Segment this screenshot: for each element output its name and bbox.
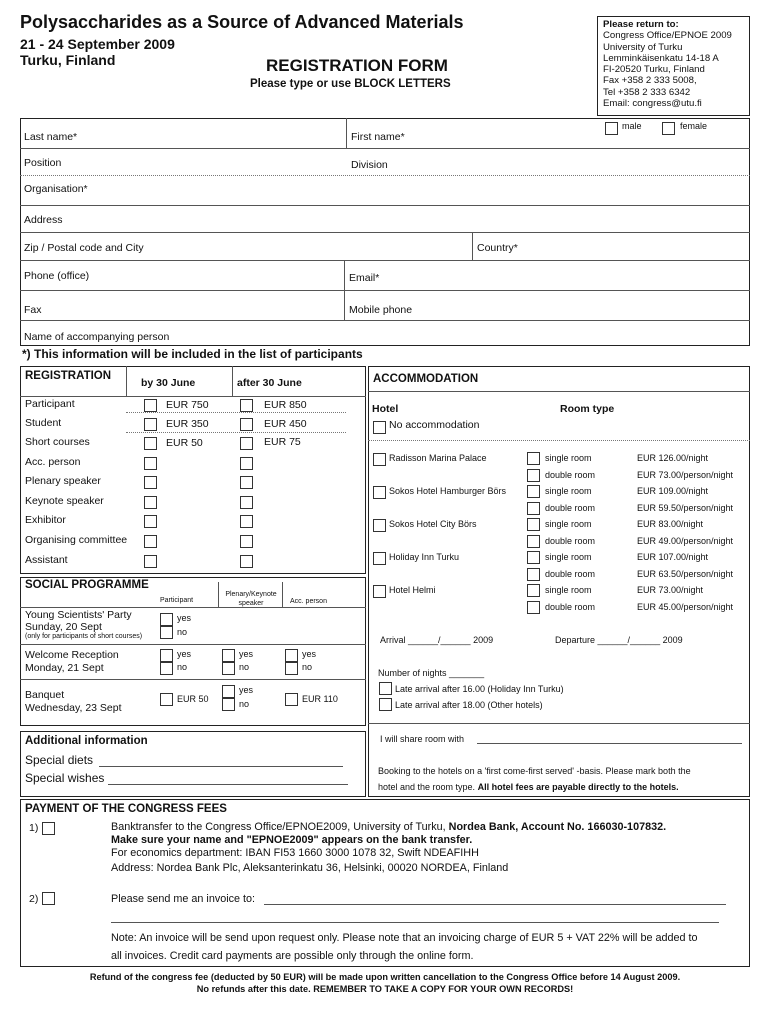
- reg-row-label: Organising committee: [25, 534, 128, 546]
- ysp-no-checkbox[interactable]: [160, 626, 173, 639]
- reg-checkbox-early[interactable]: [144, 555, 157, 568]
- room-type-label: double room: [545, 502, 596, 513]
- female-checkbox[interactable]: [662, 122, 675, 135]
- booking-note-2b: All hotel fees are payable directly to the hotels.: [477, 782, 679, 792]
- divider: [20, 607, 366, 608]
- banquet-acc-checkbox[interactable]: [285, 693, 298, 706]
- reg-price-early: EUR 750: [166, 399, 209, 411]
- no-accommodation-label: No accommodation: [389, 419, 480, 431]
- yes-label: yes: [177, 649, 192, 659]
- divider: [20, 679, 366, 680]
- special-diets-input[interactable]: [99, 766, 343, 767]
- col-acc-person: Acc. person: [290, 598, 327, 605]
- no-label: no: [239, 699, 250, 709]
- welcome-title: Welcome Reception: [25, 649, 119, 661]
- yes-label: yes: [302, 649, 317, 659]
- room-type-label: double room: [545, 535, 596, 546]
- reg-checkbox-late[interactable]: [240, 555, 253, 568]
- room-price: EUR 107.00/night: [637, 552, 709, 562]
- reg-checkbox-late[interactable]: [240, 399, 253, 412]
- booking-note-1: Booking to the hotels on a 'first come-first served' -basis. Please mark both the: [378, 766, 691, 776]
- room-type-checkbox[interactable]: [527, 469, 540, 482]
- divider: [20, 396, 366, 397]
- organisation-field[interactable]: Organisation*: [24, 183, 88, 195]
- booking-note-2: [378, 782, 679, 792]
- room-type-checkbox[interactable]: [527, 452, 540, 465]
- special-wishes-label: Special wishes: [25, 771, 105, 785]
- divider: [126, 432, 346, 433]
- invoice-checkbox[interactable]: [42, 892, 55, 905]
- reg-checkbox-early[interactable]: [144, 457, 157, 470]
- late-arrival-2-checkbox[interactable]: [379, 698, 392, 711]
- fax-field[interactable]: Fax: [24, 304, 42, 316]
- divider: [218, 582, 219, 608]
- divider: [20, 320, 750, 321]
- welcome-speaker-no[interactable]: [222, 662, 235, 675]
- col-by-30-june: by 30 June: [141, 377, 196, 389]
- reg-row-label: Student: [25, 417, 62, 429]
- banquet-acc-price: EUR 110: [302, 694, 338, 704]
- room-type-checkbox[interactable]: [527, 518, 540, 531]
- last-name-field[interactable]: Last name*: [24, 131, 78, 143]
- divider: [282, 582, 283, 608]
- ysp-title: Young Scientists' Party: [25, 609, 132, 621]
- divider: [472, 232, 473, 260]
- hotel-checkbox[interactable]: [373, 552, 386, 565]
- reg-checkbox-late[interactable]: [240, 515, 253, 528]
- hotel-checkbox[interactable]: [373, 486, 386, 499]
- conference-title: Polysaccharides as a Source of Advanced Materials: [20, 12, 464, 32]
- welcome-date: Monday, 21 Sept: [25, 662, 104, 674]
- room-type-label: double room: [545, 469, 596, 480]
- reg-row-label: Assistant: [25, 554, 68, 566]
- welcome-speaker-yes[interactable]: [222, 649, 235, 662]
- conference-place: Turku, Finland: [20, 52, 116, 68]
- bank-transfer-account: Nordea Bank, Account No. 166030-107832.: [448, 821, 667, 833]
- divider: [20, 290, 750, 291]
- room-type-label: double room: [545, 568, 596, 579]
- room-price: EUR 49.00/person/night: [637, 535, 734, 546]
- bank-transfer-line-2: Make sure your name and "EPNOE2009" appears on the bank transfer.: [111, 834, 473, 846]
- hotel-name: Radisson Marina Palace: [389, 453, 487, 463]
- divider: [20, 175, 750, 176]
- address-field[interactable]: Address: [24, 214, 63, 226]
- no-accommodation-checkbox[interactable]: [373, 421, 386, 434]
- departure-field[interactable]: Departure ______/______ 2009: [555, 635, 683, 645]
- accompanying-person-field[interactable]: Name of accompanying person: [24, 331, 170, 343]
- room-price: EUR 109.00/night: [637, 486, 709, 496]
- hotel-name: Sokos Hotel City Börs: [389, 519, 477, 529]
- reg-checkbox-early[interactable]: [144, 515, 157, 528]
- invoice-address-input[interactable]: [264, 904, 726, 905]
- welcome-participant-yes[interactable]: [160, 649, 173, 662]
- divider: [368, 723, 750, 724]
- yes-label: yes: [239, 685, 254, 695]
- invoice-note-1: Note: An invoice will be send upon request only. Please note that an invoicing charge of EUR 5 + VAT 22% will be added to: [111, 932, 698, 944]
- records-note: No refunds after this date. REMEMBER TO TAKE A COPY FOR YOUR OWN RECORDS!: [196, 984, 574, 994]
- ysp-yes-checkbox[interactable]: [160, 613, 173, 626]
- reg-checkbox-late[interactable]: [240, 496, 253, 509]
- divider: [368, 391, 750, 392]
- invoice-label: Please send me an invoice to:: [111, 893, 256, 905]
- return-line: Email: congress@utu.fi: [603, 98, 702, 110]
- hotel-name: Sokos Hotel Hamburger Börs: [389, 486, 507, 496]
- room-price: EUR 73.00/night: [637, 585, 704, 595]
- welcome-acc-yes[interactable]: [285, 649, 298, 662]
- first-name-field[interactable]: First name*: [351, 131, 405, 143]
- phone-field[interactable]: Phone (office): [24, 270, 90, 282]
- option-1-number: 1): [29, 822, 39, 834]
- reg-checkbox-late[interactable]: [240, 476, 253, 489]
- reg-row-label: Acc. person: [25, 456, 81, 468]
- bank-transfer-checkbox[interactable]: [42, 822, 55, 835]
- form-title: REGISTRATION FORM: [266, 56, 448, 75]
- late-arrival-2-label: Late arrival after 18.00 (Other hotels): [395, 700, 543, 710]
- room-type-checkbox[interactable]: [527, 551, 540, 564]
- booking-note-2a: hotel and the room type.: [378, 782, 476, 792]
- room-type-column-header: Room type: [560, 403, 615, 415]
- reg-row-label: Participant: [25, 398, 75, 410]
- hotel-checkbox[interactable]: [373, 453, 386, 466]
- room-type-checkbox[interactable]: [527, 601, 540, 614]
- no-label: no: [177, 662, 188, 672]
- no-label: no: [302, 662, 313, 672]
- reg-checkbox-early[interactable]: [144, 437, 157, 450]
- reg-price-late: EUR 75: [264, 436, 301, 448]
- room-price: EUR 83.00/night: [637, 519, 704, 529]
- col-after-30-june: after 30 June: [237, 377, 302, 389]
- late-arrival-1-checkbox[interactable]: [379, 682, 392, 695]
- room-price: EUR 59.50/person/night: [637, 502, 734, 513]
- welcome-participant-no[interactable]: [160, 662, 173, 675]
- option-2-number: 2): [29, 893, 39, 905]
- room-type-label: single room: [545, 453, 592, 463]
- room-type-checkbox[interactable]: [527, 568, 540, 581]
- conference-dates: 21 - 24 September 2009: [20, 36, 175, 52]
- participants-list-note: *) This information will be included in the list of participants: [22, 347, 363, 361]
- position-field[interactable]: Position: [24, 157, 62, 169]
- form-instruction: Please type or use BLOCK LETTERS: [250, 78, 451, 90]
- divider: [126, 412, 346, 413]
- room-price: EUR 63.50/person/night: [637, 568, 734, 579]
- room-type-checkbox[interactable]: [527, 502, 540, 515]
- country-field[interactable]: Country*: [477, 242, 518, 254]
- bank-transfer-line-1: [111, 821, 666, 833]
- refund-note: Refund of the congress fee (deducted by 50 EUR) will be made upon written cancellation to the Congress Office before 14 August 2009.: [89, 972, 681, 982]
- room-type-label: single room: [545, 486, 592, 496]
- reg-checkbox-early[interactable]: [144, 496, 157, 509]
- reg-price-early: EUR 350: [166, 418, 209, 430]
- share-room-input[interactable]: [477, 743, 742, 744]
- division-field[interactable]: Division: [351, 159, 388, 171]
- reg-row-label: Short courses: [25, 436, 90, 448]
- bank-transfer-line-3: For economics department: IBAN FI53 1660 3000 1078 32, Swift NDEAFIHH: [111, 847, 479, 859]
- special-wishes-input[interactable]: [108, 784, 348, 785]
- return-line: University of Turku: [603, 41, 683, 53]
- no-label: no: [177, 627, 188, 637]
- hotel-name: Hotel Helmi: [389, 585, 436, 595]
- male-label: male: [622, 121, 642, 131]
- divider: [368, 440, 750, 441]
- share-room-label: I will share room with: [380, 734, 465, 744]
- divider: [232, 366, 233, 396]
- banquet-speaker-yes[interactable]: [222, 685, 235, 698]
- special-diets-label: Special diets: [25, 753, 94, 767]
- room-price: EUR 126.00/night: [637, 453, 709, 463]
- female-label: female: [680, 121, 708, 131]
- hotel-checkbox[interactable]: [373, 585, 386, 598]
- return-address-box: [597, 16, 750, 116]
- divider: [126, 366, 127, 396]
- return-line: Fax +358 2 333 5008,: [603, 75, 697, 87]
- reg-row-label: Exhibitor: [25, 514, 66, 526]
- payment-heading: PAYMENT OF THE CONGRESS FEES: [25, 803, 227, 815]
- room-type-label: single room: [545, 519, 592, 529]
- room-type-checkbox[interactable]: [527, 535, 540, 548]
- hotel-name: Holiday Inn Turku: [389, 552, 460, 562]
- return-line: Tel +358 2 333 6342: [603, 86, 691, 98]
- arrival-field[interactable]: Arrival ______/______ 2009: [380, 635, 494, 645]
- banquet-title: Banquet: [25, 689, 65, 701]
- reg-checkbox-early[interactable]: [144, 535, 157, 548]
- invoice-address-input-2[interactable]: [111, 922, 719, 923]
- bank-transfer-line-4: Address: Nordea Bank Plc, Aleksanterinkatu 36, Helsinki, 00020 NORDEA, Finland: [111, 862, 509, 874]
- late-arrival-1-label: Late arrival after 16.00 (Holiday Inn Turku): [395, 684, 564, 694]
- room-type-label: single room: [545, 552, 592, 562]
- room-price: EUR 45.00/person/night: [637, 601, 734, 612]
- room-type-checkbox[interactable]: [527, 485, 540, 498]
- welcome-acc-no[interactable]: [285, 662, 298, 675]
- banquet-participant-checkbox[interactable]: [160, 693, 173, 706]
- no-label: no: [239, 662, 250, 672]
- reg-row-label: Plenary speaker: [25, 475, 101, 487]
- reg-price-early: EUR 50: [166, 437, 203, 449]
- additional-heading: Additional information: [25, 735, 148, 747]
- nights-field[interactable]: Number of nights _______: [378, 668, 485, 678]
- reg-checkbox-late[interactable]: [240, 457, 253, 470]
- return-line: Lemminkäisenkatu 14-18 A: [603, 52, 719, 64]
- accommodation-heading: ACCOMMODATION: [373, 373, 479, 385]
- bank-transfer-line-1a: Banktransfer to the Congress Office/EPNOE2009, University of Turku,: [111, 821, 449, 833]
- return-line: Congress Office/EPNOE 2009: [603, 30, 732, 42]
- divider: [20, 148, 750, 149]
- reg-checkbox-early[interactable]: [144, 476, 157, 489]
- reg-checkbox-early[interactable]: [144, 418, 157, 431]
- room-type-label: double room: [545, 601, 596, 612]
- email-field[interactable]: Email*: [349, 272, 380, 284]
- male-checkbox[interactable]: [605, 122, 618, 135]
- col-participant: Participant: [160, 597, 194, 604]
- zip-city-field[interactable]: Zip / Postal code and City: [24, 242, 144, 254]
- yes-label: yes: [177, 613, 192, 623]
- social-heading: SOCIAL PROGRAMME: [25, 579, 149, 591]
- divider: [20, 260, 750, 261]
- ysp-date: Sunday, 20 Sept: [25, 621, 102, 633]
- divider: [20, 644, 366, 645]
- col-speaker: Plenary/Keynote speaker: [225, 591, 277, 607]
- divider: [20, 205, 750, 206]
- invoice-note-2: all invoices. Credit card payments are possible only through the online form.: [111, 950, 474, 962]
- mobile-field[interactable]: Mobile phone: [349, 304, 413, 316]
- banquet-speaker-no[interactable]: [222, 698, 235, 711]
- room-type-checkbox[interactable]: [527, 584, 540, 597]
- reg-price-late: EUR 450: [264, 418, 307, 430]
- return-heading: Please return to:: [603, 19, 679, 30]
- room-type-label: single room: [545, 585, 592, 595]
- room-price: EUR 73.00/person/night: [637, 469, 734, 480]
- reg-checkbox-early[interactable]: [144, 399, 157, 412]
- reg-checkbox-late[interactable]: [240, 535, 253, 548]
- yes-label: yes: [239, 649, 254, 659]
- registration-heading: REGISTRATION: [25, 370, 112, 382]
- return-line: FI-20520 Turku, Finland: [603, 64, 705, 76]
- reg-checkbox-late[interactable]: [240, 418, 253, 431]
- reg-checkbox-late[interactable]: [240, 437, 253, 450]
- divider: [20, 232, 750, 233]
- divider: [346, 118, 347, 148]
- reg-price-late: EUR 850: [264, 399, 307, 411]
- banquet-date: Wednesday, 23 Sept: [25, 702, 122, 714]
- banquet-participant-price: EUR 50: [177, 694, 209, 704]
- hotel-column-header: Hotel: [372, 403, 399, 415]
- ysp-note: (only for participants of short courses): [25, 633, 143, 640]
- reg-row-label: Keynote speaker: [25, 495, 104, 507]
- hotel-checkbox[interactable]: [373, 519, 386, 532]
